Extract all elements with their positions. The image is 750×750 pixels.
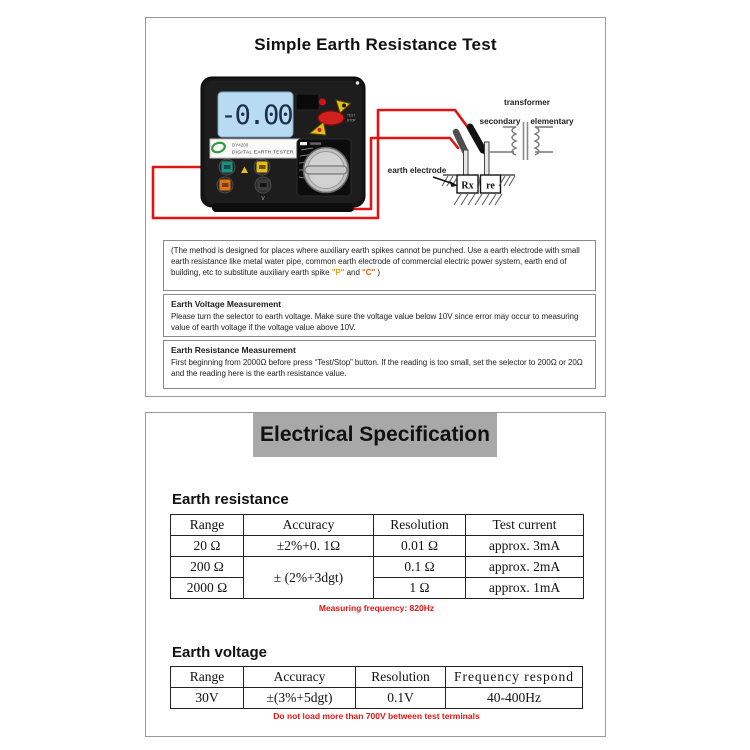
earth-resistance-test-panel: [145, 17, 606, 397]
method-note-text: (The method is designed for places where auxiliary earth spikes cannot be punched. Use a earth electrode with small earth resistance like metal water pipe, common earth electrode of commercial electric power system, earth end of building, etc to substitute auxiliary earth spike: [171, 246, 580, 278]
test-label: TEST: [347, 113, 356, 118]
cell-accuracy-merged: ± (2%+3dgt): [244, 557, 374, 599]
earth-voltage-table: [170, 666, 583, 709]
table-row: [171, 557, 584, 578]
voltage-box-body: Please turn the selector to earth voltage. Make sure the voltage value below 10V since error may occur to measuring value of earth voltage if the voltage value above 10V.: [171, 311, 579, 333]
rx-label: Rx: [461, 180, 474, 192]
brand-label: [210, 139, 303, 158]
max-load-warning-note: Do not load more than 700V between test terminals: [273, 711, 480, 721]
resistance-box-body: First beginning from 2000Ω before press “Test/Stop” button. If the reading is too small, set the selector to 200Ω or 20Ω and the reading here is the earth resistance value.: [171, 357, 583, 379]
col-header: Test current: [466, 515, 584, 536]
earth-tester-device: [201, 77, 365, 212]
col-header: Range: [171, 515, 244, 536]
table-header-row: [171, 515, 584, 536]
earth-electrode-label: earth electrode: [387, 166, 447, 175]
col-header: Range: [171, 667, 244, 688]
v-terminal-label: V: [261, 196, 265, 202]
terminal-e: [219, 159, 235, 175]
transformer-symbol: [489, 122, 553, 160]
c-spike-label: "C": [362, 268, 376, 278]
resistance-measurement-box: [163, 340, 596, 389]
method-note-box: [163, 240, 596, 291]
re-label: re: [486, 180, 495, 192]
cell-current: approx. 2mA: [466, 557, 584, 578]
col-header: Accuracy: [244, 667, 356, 688]
table-header-row: [171, 667, 583, 688]
lcd-value: -0.00: [220, 100, 292, 131]
lcd-display: [218, 92, 293, 137]
col-header: Resolution: [356, 667, 446, 688]
cell-range: 2000 Ω: [171, 578, 244, 599]
cell-accuracy: ±(3%+5dgt): [244, 688, 356, 709]
cell-current: approx. 1mA: [466, 578, 584, 599]
resistance-box-title: Earth Resistance Measurement: [171, 345, 296, 355]
cell-frequency: 40-400Hz: [446, 688, 583, 709]
test-probes: [456, 127, 487, 158]
cell-range: 30V: [171, 688, 244, 709]
secondary-label: secondary: [479, 117, 521, 126]
cell-resolution: 0.01 Ω: [374, 536, 466, 557]
table-row: [171, 688, 583, 709]
col-header: Resolution: [374, 515, 466, 536]
cell-current: approx. 3mA: [466, 536, 584, 557]
cell-accuracy: ±2%+0. 1Ω: [244, 536, 374, 557]
p-spike-label: "P": [331, 268, 345, 278]
earth-resistance-heading: Earth resistance: [172, 491, 289, 508]
voltage-box-title: Earth Voltage Measurement: [171, 299, 282, 309]
cell-range: 200 Ω: [171, 557, 244, 578]
spec-title: Electrical Specification: [260, 423, 490, 446]
col-header: Frequency respond: [446, 667, 583, 688]
wiring-diagram: [146, 58, 605, 240]
spec-title-banner: [253, 413, 497, 457]
table-row: [171, 536, 584, 557]
close-paren: ): [375, 268, 381, 278]
device-type-label: DIGITAL EARTH TESTER: [232, 150, 294, 156]
measuring-frequency-note: Measuring frequency: 820Hz: [318, 603, 435, 613]
power-led-icon: [319, 99, 326, 106]
page-title: Simple Earth Resistance Test: [254, 35, 497, 54]
table-row: [171, 578, 584, 599]
cell-resolution: 0.1 Ω: [374, 557, 466, 578]
transformer-label: transformer: [504, 98, 550, 107]
cell-resolution: 0.1V: [356, 688, 446, 709]
cell-range: 20 Ω: [171, 536, 244, 557]
model-number: DY4200: [232, 142, 249, 148]
elementary-label: elementary: [530, 117, 574, 126]
earth-voltage-heading: Earth voltage: [172, 644, 268, 661]
electrical-specification-panel: [145, 412, 606, 737]
terminal-p: [254, 159, 270, 175]
col-header: Accuracy: [244, 515, 374, 536]
voltage-measurement-box: [163, 294, 596, 337]
terminal-c: [217, 177, 233, 193]
earth-resistance-table: [170, 514, 584, 599]
stop-label: STOP: [347, 118, 356, 123]
range-selector: [297, 139, 351, 196]
screw-dot: [356, 81, 359, 84]
cell-resolution: 1 Ω: [374, 578, 466, 599]
and-word: and: [344, 268, 363, 278]
